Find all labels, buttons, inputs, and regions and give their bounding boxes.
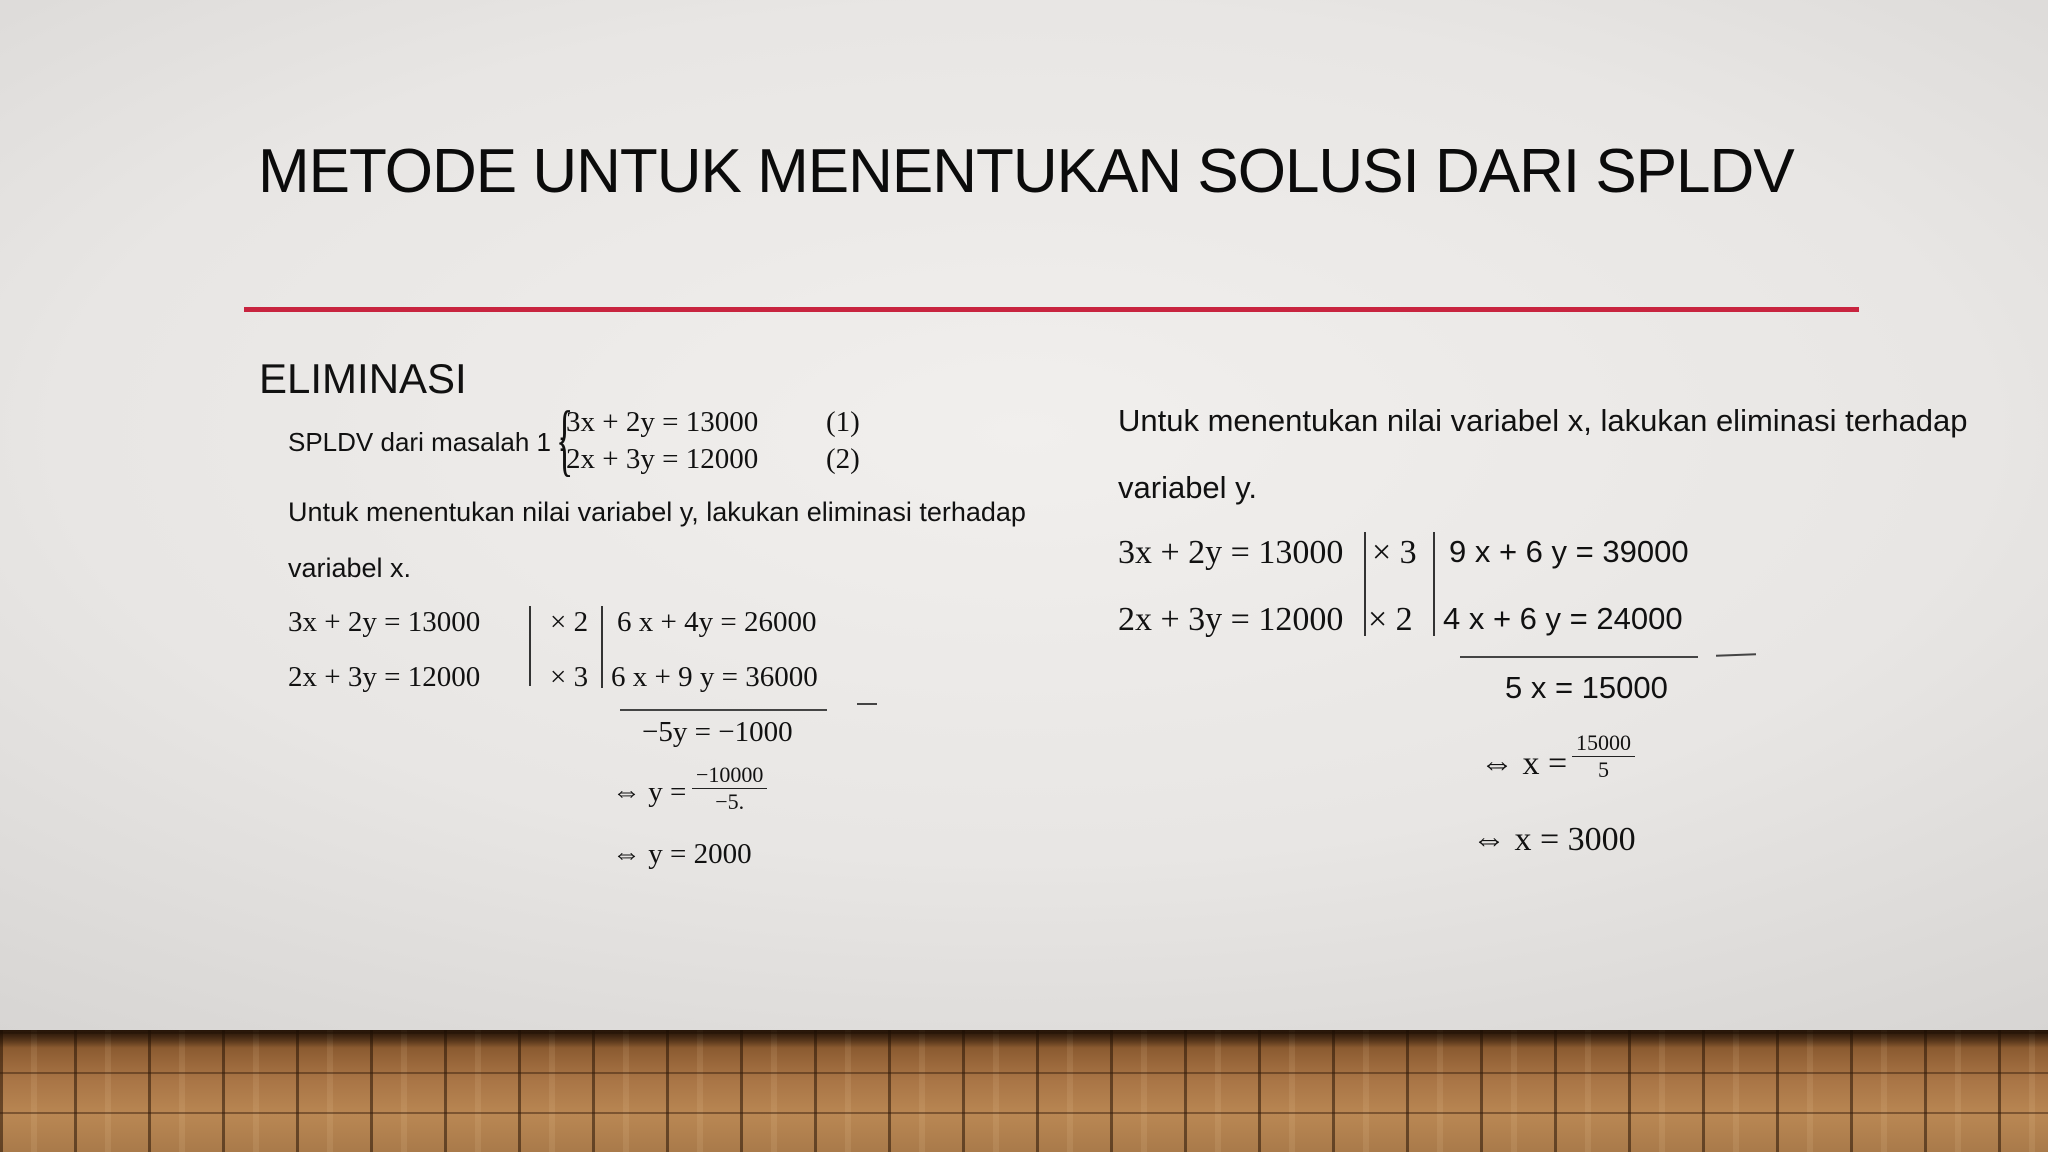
left-row2-result: 6 x + 9 y = 36000 <box>611 661 818 693</box>
left-step1-denominator: −5. <box>715 789 745 814</box>
left-minus-sign <box>857 703 877 705</box>
left-row2-multiplier: × 3 <box>550 661 589 693</box>
system-brace: { <box>556 396 574 484</box>
right-step1-denominator: 5 <box>1598 757 1609 782</box>
wood-floor <box>0 1030 2048 1152</box>
right-row2-equation: 2x + 3y = 12000 <box>1118 601 1344 638</box>
right-row2-result: 4 x + 6 y = 24000 <box>1443 601 1683 636</box>
left-step1-fraction <box>692 762 767 815</box>
right-step1-numerator: 15000 <box>1572 730 1635 757</box>
left-step1-prefix: ⇔ y = <box>612 776 687 808</box>
left-subtraction-line <box>620 709 827 711</box>
left-difference: −5y = −1000 <box>642 716 793 748</box>
section-heading: ELIMINASI <box>259 355 467 402</box>
right-step1-prefix: ⇔ x = <box>1480 745 1568 782</box>
left-row1-multiplier: × 2 <box>550 606 589 638</box>
right-step1-fraction <box>1572 730 1635 783</box>
right-step2: ⇔ x = 3000 <box>1472 821 1636 858</box>
system-eq2-tag: (2) <box>826 443 860 475</box>
right-intro-line2: variabel y. <box>1118 470 1257 505</box>
right-row1-result: 9 x + 6 y = 39000 <box>1449 534 1689 569</box>
right-divider-2 <box>1433 532 1435 636</box>
left-intro-line1: Untuk menentukan nilai variabel y, lakukan eliminasi terhadap <box>288 497 1026 527</box>
left-divider-2 <box>601 606 603 688</box>
right-difference: 5 x = 15000 <box>1505 670 1668 705</box>
right-divider-1 <box>1364 532 1366 636</box>
system-eq2: 2x + 3y = 12000 <box>566 443 759 475</box>
slide-title: METODE UNTUK MENENTUKAN SOLUSI DARI SPLDV <box>258 137 1794 206</box>
left-step1-numerator: −10000 <box>692 762 767 789</box>
system-eq1: 3x + 2y = 13000 <box>566 406 759 438</box>
left-step2: ⇔ y = 2000 <box>612 838 752 870</box>
right-row1-multiplier: × 3 <box>1372 534 1417 571</box>
right-intro-line1: Untuk menentukan nilai variabel x, lakukan eliminasi terhadap <box>1118 403 1968 438</box>
left-row1-equation: 3x + 2y = 13000 <box>288 606 481 638</box>
left-divider-1 <box>529 606 531 686</box>
right-row1-equation: 3x + 2y = 13000 <box>1118 534 1344 571</box>
system-label: SPLDV dari masalah 1 : <box>288 427 566 457</box>
left-row2-equation: 2x + 3y = 12000 <box>288 661 481 693</box>
system-eq1-tag: (1) <box>826 406 860 438</box>
title-divider <box>244 307 1859 312</box>
left-intro-line2: variabel x. <box>288 553 412 583</box>
left-row1-result: 6 x + 4y = 26000 <box>617 606 817 638</box>
right-row2-multiplier: × 2 <box>1368 601 1413 638</box>
right-subtraction-line <box>1460 656 1698 658</box>
